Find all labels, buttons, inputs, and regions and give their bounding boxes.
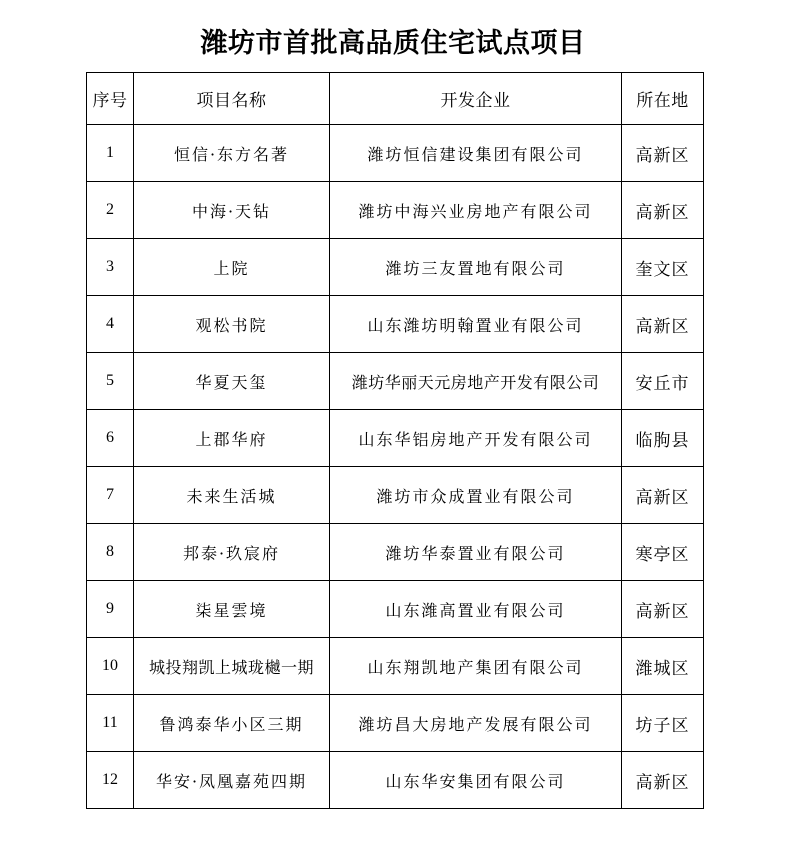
row-project: 鲁鸿泰华小区三期: [134, 695, 330, 752]
table-row: [87, 125, 704, 182]
row-developer: 潍坊恒信建设集团有限公司: [330, 125, 622, 182]
row-project: 柒星雲境: [134, 581, 330, 638]
row-location: 潍城区: [622, 638, 704, 695]
row-index: 12: [87, 752, 134, 809]
table-row: [87, 524, 704, 581]
row-location: 安丘市: [622, 353, 704, 410]
row-location: 高新区: [622, 752, 704, 809]
table-row: [87, 296, 704, 353]
row-location: 临朐县: [622, 410, 704, 467]
table-row: [87, 239, 704, 296]
table-header-row: [87, 73, 704, 125]
row-project: 华夏天玺: [134, 353, 330, 410]
table-row: [87, 467, 704, 524]
table-row: [87, 752, 704, 809]
projects-table: [86, 72, 704, 809]
row-project: 未来生活城: [134, 467, 330, 524]
row-index: 8: [87, 524, 134, 581]
row-project: 华安·凤凰嘉苑四期: [134, 752, 330, 809]
row-index: 1: [87, 125, 134, 182]
row-location: 坊子区: [622, 695, 704, 752]
row-location: 高新区: [622, 182, 704, 239]
row-developer: 潍坊昌大房地产发展有限公司: [330, 695, 622, 752]
row-location: 奎文区: [622, 239, 704, 296]
row-location: 寒亭区: [622, 524, 704, 581]
row-index: 2: [87, 182, 134, 239]
table-row: [87, 353, 704, 410]
row-developer: 山东潍高置业有限公司: [330, 581, 622, 638]
row-developer: 山东华安集团有限公司: [330, 752, 622, 809]
page-title: 潍坊市首批高品质住宅试点项目: [200, 28, 586, 59]
row-developer: 山东翔凯地产集团有限公司: [330, 638, 622, 695]
header-index: 序号: [87, 73, 134, 125]
table-row: [87, 182, 704, 239]
row-project: 城投翔凯上城珑樾一期: [134, 638, 330, 695]
row-index: 4: [87, 296, 134, 353]
header-location: 所在地: [622, 73, 704, 125]
row-location: 高新区: [622, 125, 704, 182]
table-row: [87, 695, 704, 752]
row-project: 上郡华府: [134, 410, 330, 467]
row-index: 11: [87, 695, 134, 752]
table-row: [87, 410, 704, 467]
header-project: 项目名称: [134, 73, 330, 125]
row-project: 邦泰·玖宸府: [134, 524, 330, 581]
row-location: 高新区: [622, 296, 704, 353]
row-location: 高新区: [622, 467, 704, 524]
row-index: 6: [87, 410, 134, 467]
row-index: 10: [87, 638, 134, 695]
row-project: 上院: [134, 239, 330, 296]
row-index: 7: [87, 467, 134, 524]
row-index: 9: [87, 581, 134, 638]
header-developer: 开发企业: [330, 73, 622, 125]
row-developer: 潍坊市众成置业有限公司: [330, 467, 622, 524]
row-developer: 山东华铝房地产开发有限公司: [330, 410, 622, 467]
table-row: [87, 638, 704, 695]
row-developer: 潍坊三友置地有限公司: [330, 239, 622, 296]
row-project: 观松书院: [134, 296, 330, 353]
row-developer: 山东潍坊明翰置业有限公司: [330, 296, 622, 353]
row-developer: 潍坊华泰置业有限公司: [330, 524, 622, 581]
row-developer: 潍坊华丽天元房地产开发有限公司: [330, 353, 622, 410]
row-developer: 潍坊中海兴业房地产有限公司: [330, 182, 622, 239]
row-project: 中海·天钻: [134, 182, 330, 239]
row-index: 3: [87, 239, 134, 296]
table-row: [87, 581, 704, 638]
row-project: 恒信·东方名著: [134, 125, 330, 182]
row-index: 5: [87, 353, 134, 410]
row-location: 高新区: [622, 581, 704, 638]
